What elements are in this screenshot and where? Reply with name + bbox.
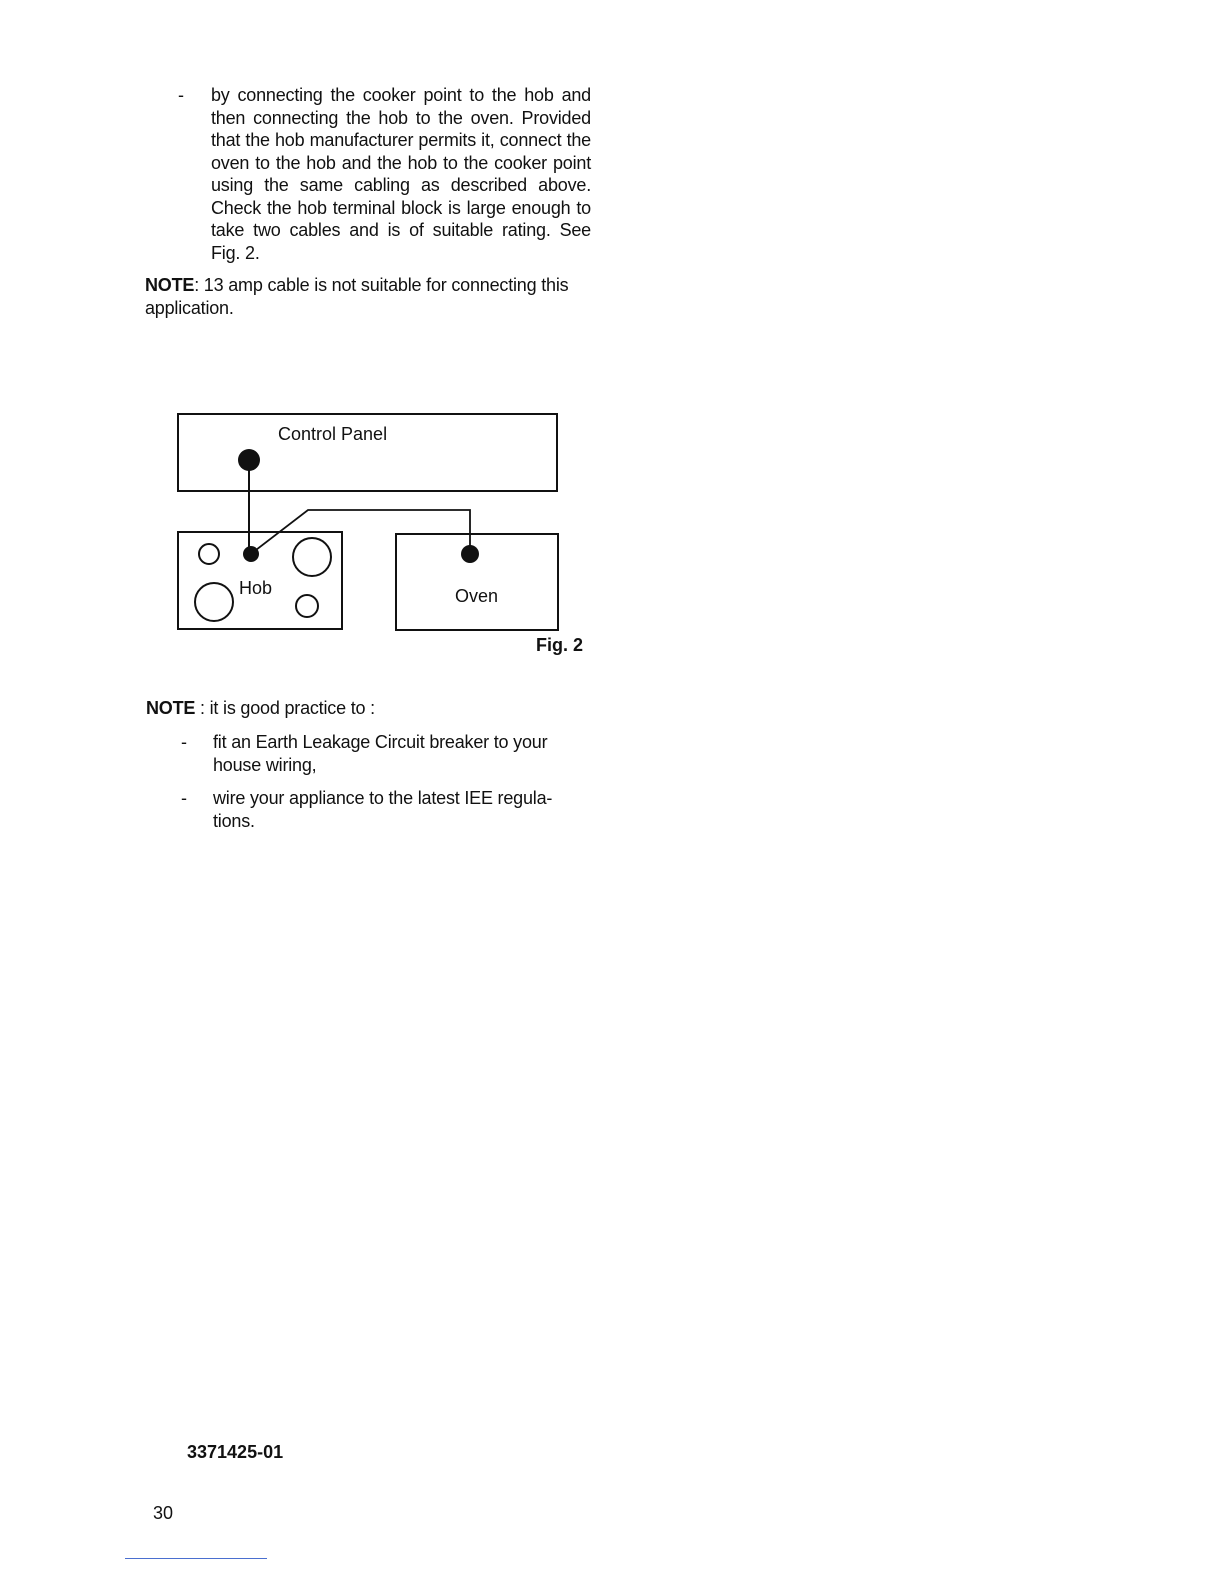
list-item-earth-leakage: fit an Earth Leakage Circuit breaker to your house wiring, [213, 732, 548, 775]
oven-label: Oven [455, 586, 499, 606]
hob-burner-large-bottom-left [195, 583, 233, 621]
hob-burner-large-top-right [293, 538, 331, 576]
list-dash: - [181, 732, 187, 752]
note-label: NOTE [145, 275, 195, 295]
note-label: NOTE [146, 698, 196, 718]
bullet-paragraph-wiring: by connecting the cooker point to the hob and then connecting the hob to the oven. Provided that the hob manufacturer permits it, connect the oven to the hob and the hob to the cooker point using the same cabling as described above. Check the hob terminal block is large enough to take two cables and is of suitable rating. See Fig. 2. [211, 85, 591, 263]
hob-terminal [243, 546, 259, 562]
hob-label: Hob [239, 578, 273, 598]
bullet-dash: - [178, 85, 184, 105]
footer-rule [125, 1558, 267, 1559]
note-text: : it is good practice to : [200, 698, 375, 718]
list-item-iee-regulations: wire your appliance to the latest IEE regula-tions. [213, 788, 553, 831]
hob-burner-small-top-left [199, 544, 219, 564]
oven-terminal [461, 545, 479, 563]
list-dash: - [181, 788, 187, 808]
note-text: : 13 amp cable is not suitable for connecting this application. [145, 275, 569, 318]
control-panel-terminal [238, 449, 260, 471]
note-good-practice [146, 697, 596, 720]
hob-burner-small-bottom-right [296, 595, 318, 617]
control-panel-label: Control Panel [278, 424, 388, 444]
document-number: 3371425-01 [187, 1442, 284, 1462]
figure-caption: Fig. 2 [536, 635, 584, 655]
page-number: 30 [153, 1503, 174, 1523]
